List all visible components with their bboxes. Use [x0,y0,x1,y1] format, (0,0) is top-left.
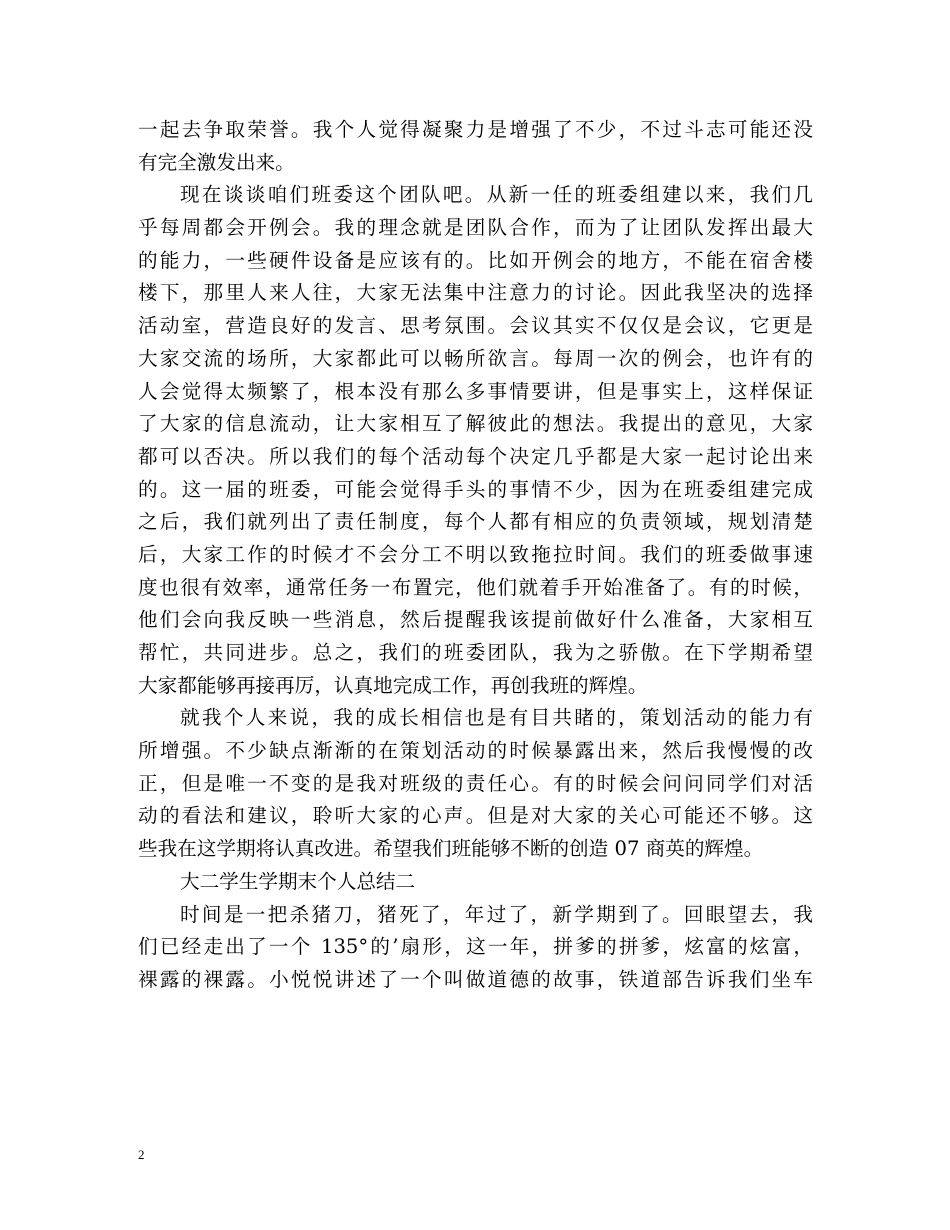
text-line: 乎每周都会开例会。我的理念就是团队合作，而为了让团队发挥出最大 [138,216,813,240]
text-line: 所增强。不少缺点渐渐的在策划活动的时候暴露出来，然后我慢慢的改 [138,739,813,763]
text-line: 帮忙，共同进步。总之，我们的班委团队，我为之骄傲。在下学期希望 [138,641,813,664]
text-line: 后，大家工作的时候才不会分工不明以致拖拉时间。我们的班委做事速 [138,542,813,566]
text-line: 了大家的信息流动，让大家相互了解彼此的想法。我提出的意见，大家 [138,412,813,436]
text-line: 们已经走出了一个 135°的’扇形，这一年，拼爹的拼爹，炫富的炫富， [138,935,813,959]
text-line: 就我个人来说，我的成长相信也是有目共睹的，策划活动的能力有 [180,706,813,730]
paragraph [138,114,813,179]
text-line: 一起去争取荣誉。我个人觉得凝聚力是增强了不少，不过斗志可能还没 [138,118,813,141]
paragraph [138,702,813,865]
text-line: 大家交流的场所，大家都此可以畅所欲言。每周一次的例会，也许有的 [138,346,813,370]
text-line: 之后，我们就列出了责任制度，每个人都有相应的负责领域，规划清楚 [138,510,813,534]
text-line: 有完全激发出来。 [138,150,295,174]
text-line: 正，但是唯一不变的是我对班级的责任心。有的时候会问问同学们对活 [138,771,813,795]
paragraph [138,866,813,899]
text-line: 楼下，那里人来人往，大家无法集中注意力的讨论。因此我坚决的选择 [138,281,813,305]
paragraph [138,179,813,702]
text-line: 人会觉得太频繁了，根本没有那么多事情要讲，但是事实上，这样保证 [138,379,813,403]
text-line: 他们会向我反映一些消息，然后提醒我该提前做好什么准备，大家相互 [138,608,813,632]
page-number: 2 [138,1147,145,1162]
text-line: 大二学生学期末个人总结二 [180,869,416,893]
text-line: 大家都能够再接再厉，认真地完成工作，再创我班的辉煌。 [138,673,648,697]
text-line: 活动室，营造良好的发言、思考氛围。会议其实不仅仅是会议，它更是 [138,314,813,338]
text-line: 动的看法和建议，聆听大家的心声。但是对大家的关心可能还不够。这 [138,804,813,828]
text-line: 现在谈谈咱们班委这个团队吧。从新一任的班委组建以来，我们几 [180,183,813,207]
text-line: 的。这一届的班委，可能会觉得手头的事情不少，因为在班委组建完成 [138,477,813,501]
text-line: 都可以否决。所以我们的每个活动每个决定几乎都是大家一起讨论出来 [138,444,813,468]
paragraph [138,899,813,997]
text-line: 裸露的裸露。小悦悦讲述了一个叫做道德的故事，铁道部告诉我们坐车 [138,967,813,991]
body-text [138,114,813,997]
text-line: 的能力，一些硬件设备是应该有的。比如开例会的地方，不能在宿舍楼 [138,248,813,272]
text-line: 度也很有效率，通常任务一布置完，他们就着手开始准备了。有的时候， [138,575,813,599]
text-line: 时间是一把杀猪刀，猪死了，年过了，新学期到了。回眼望去，我 [180,902,813,926]
text-line: 些我在这学期将认真改进。希望我们班能够不断的创造 07 商英的辉煌。 [138,837,764,861]
